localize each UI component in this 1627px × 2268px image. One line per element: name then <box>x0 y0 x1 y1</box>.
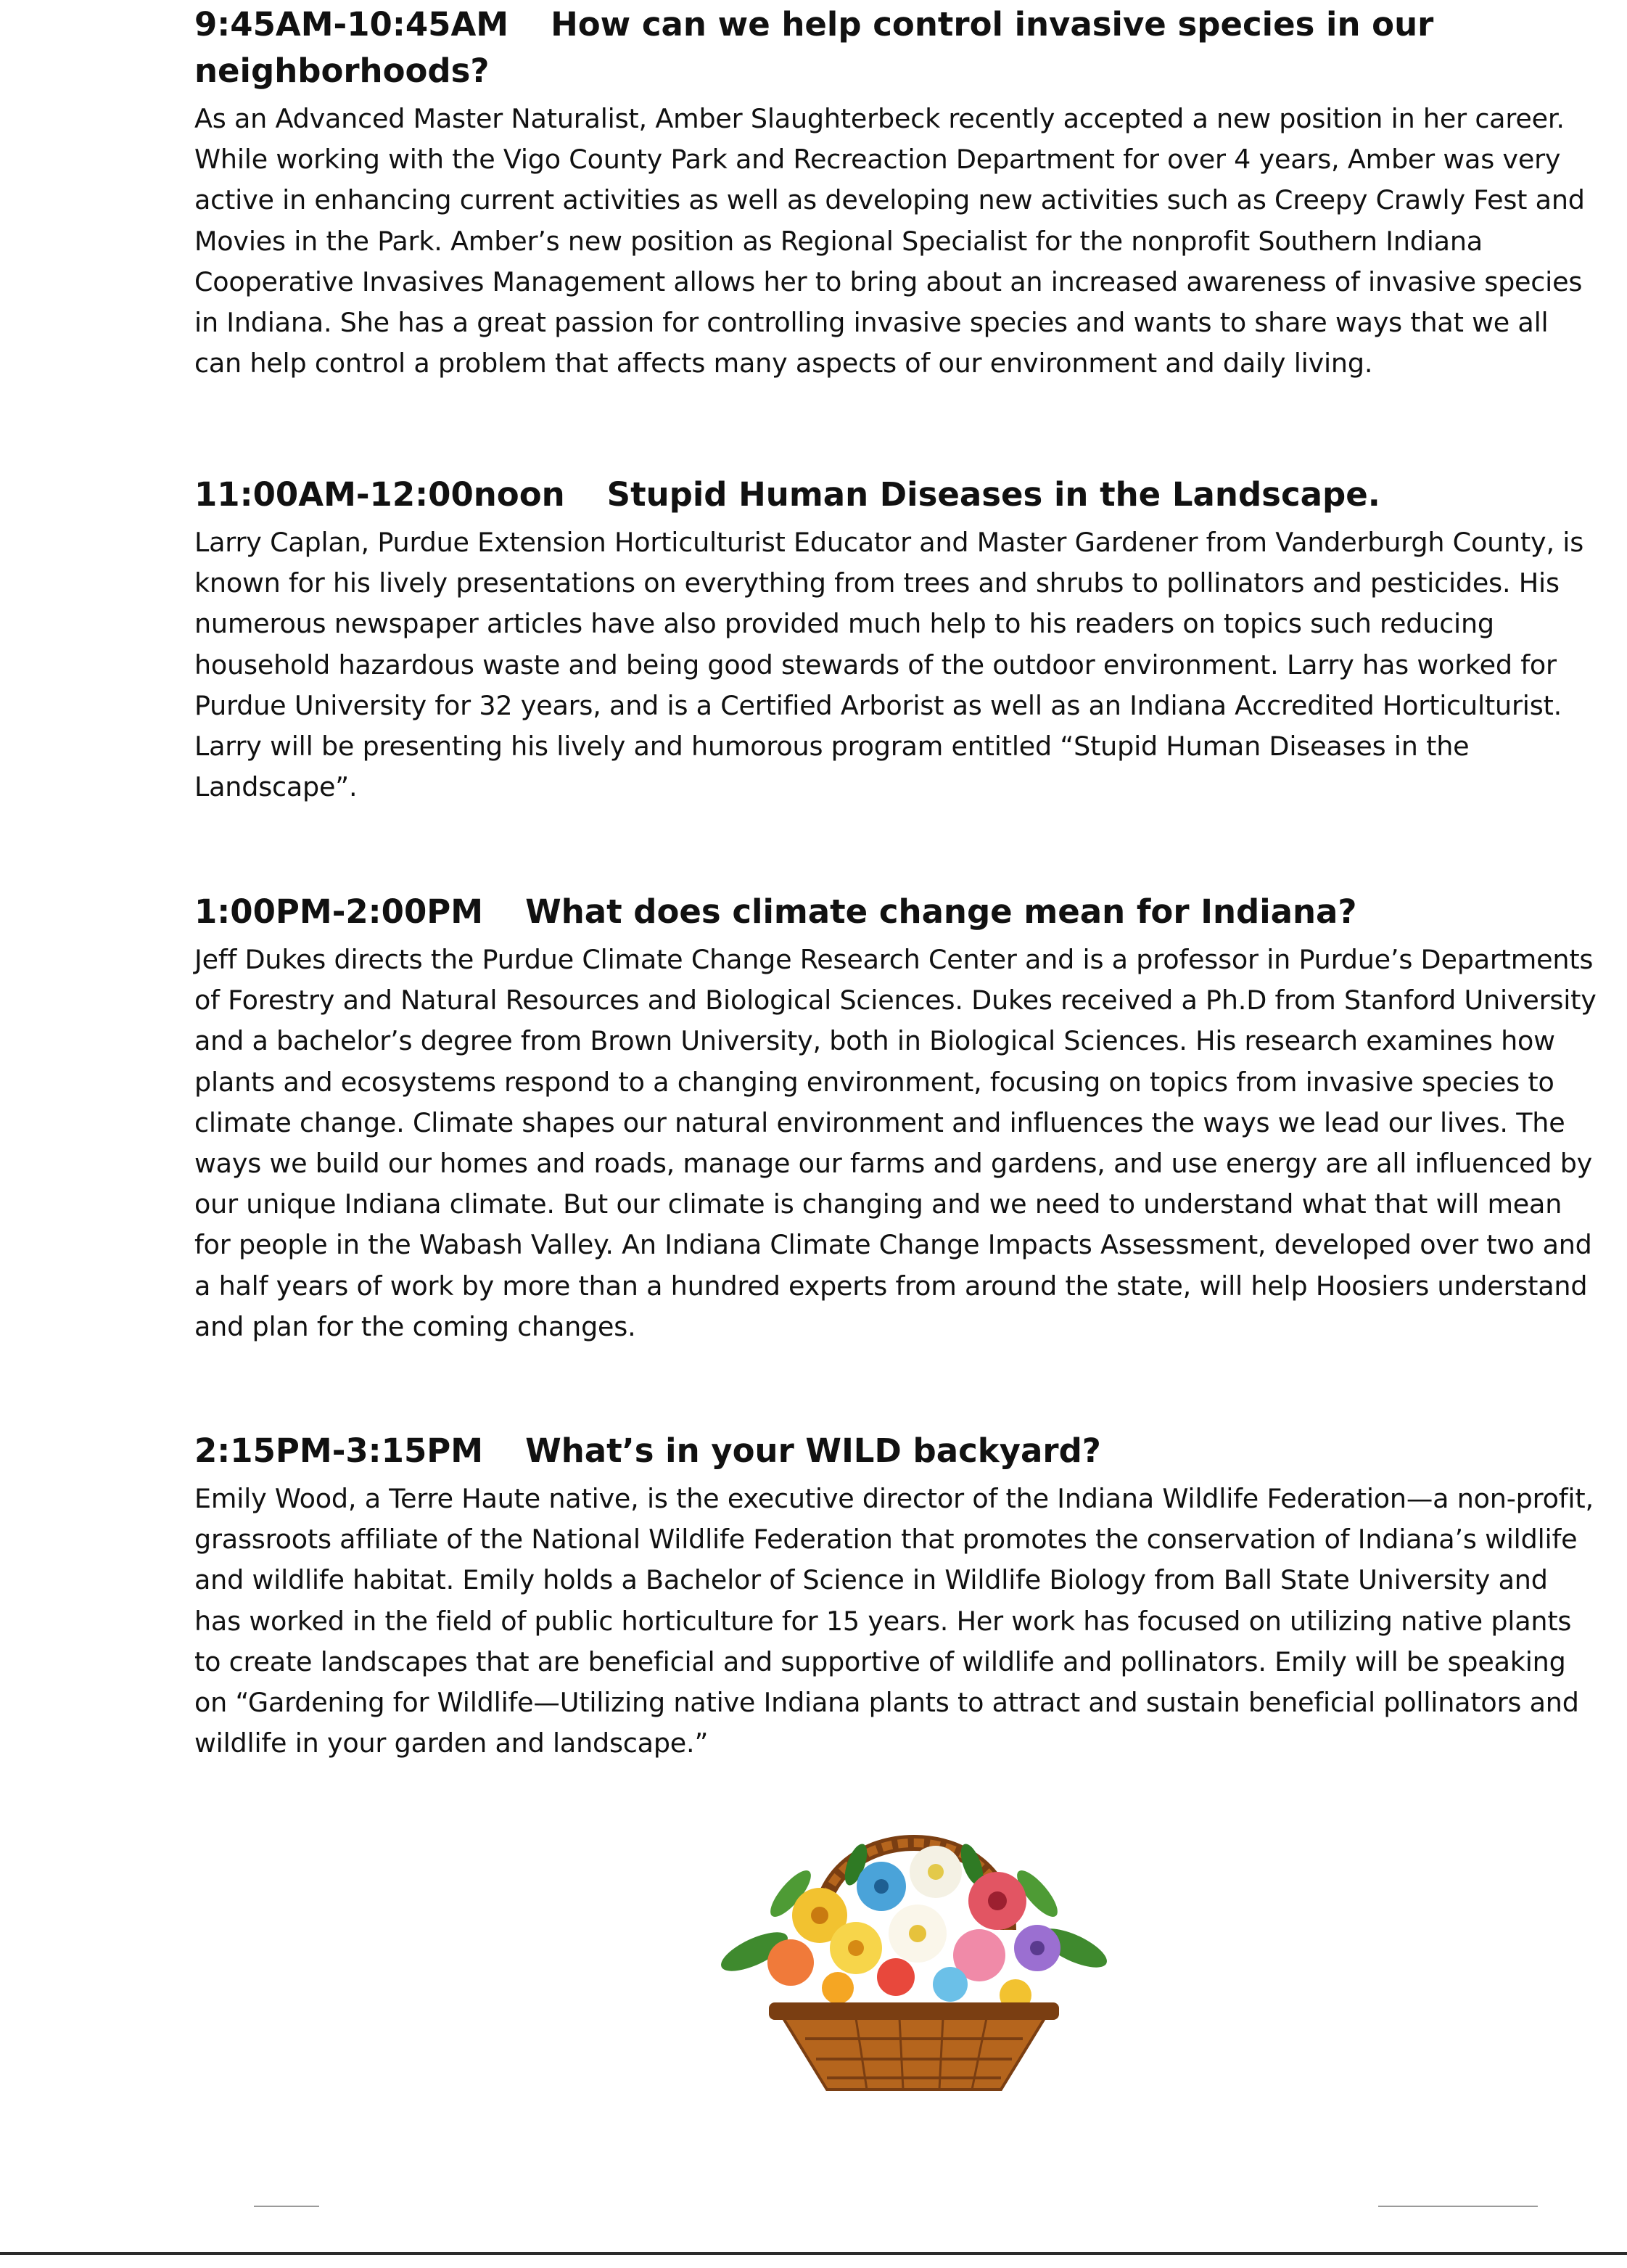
session-title: What does climate change mean for Indiana? <box>525 892 1357 931</box>
scan-speck <box>254 2206 319 2207</box>
session-invasive-species <box>194 1 1602 384</box>
scan-speck <box>1378 2206 1538 2207</box>
session-heading <box>194 889 1602 935</box>
session-time: 9:45AM-10:45AM <box>194 5 509 44</box>
scan-edge-line <box>0 2252 1627 2255</box>
session-title: What’s in your WILD backyard? <box>525 1431 1101 1470</box>
session-climate-change <box>194 889 1602 1347</box>
session-description: As an Advanced Master Naturalist, Amber Slaughterbeck recently accepted a new position in her career. While working with the Vigo County Park and Recreaction Department for over 4 years, Amber was very active in enhancing current activities as well as developing new activities such as Creepy Crawly Fest and Movies in the Park. Amber’s new position as Regional Specialist for the nonprofit Southern Indiana Cooperative Invasives Management allows her to bring about an increased awareness of invasive species in Indiana. She has a great passion for controlling invasive species and wants to share ways that we all can help control a problem that affects many aspects of our environment and daily living. <box>194 103 1585 379</box>
session-human-diseases <box>194 472 1602 808</box>
session-time: 1:00PM-2:00PM <box>194 892 484 931</box>
flower-basket-illustration <box>711 1785 1117 2097</box>
session-description: Larry Caplan, Purdue Extension Horticulturist Educator and Master Gardener from Vanderburgh County, is known for his lively presentations on everything from trees and shrubs to pollinators and pesticides. His numerous newspaper articles have also provided much help to his readers on topics such reducing household hazardous waste and being good stewards of the outdoor environment. Larry has worked for Purdue University for 32 years, and is a Certified Arborist as well as an Indiana Accredited Horticulturist. Larry will be presenting his lively and humorous program entitled “Stupid Human Diseases in the Landscape”. <box>194 527 1584 803</box>
session-heading <box>194 1428 1602 1474</box>
session-heading <box>194 472 1602 518</box>
session-description: Emily Wood, a Terre Haute native, is the executive director of the Indiana Wildlife Federation—a non-profit, grassroots affiliate of the National Wildlife Federation that promotes the conservation of Indiana’s wildlife and wildlife habitat. Emily holds a Bachelor of Science in Wildlife Biology from Ball State University and has worked in the field of public horticulture for 15 years. Her work has focused on utilizing native plants to create landscapes that are beneficial and supportive of wildlife and pollinators. Emily will be speaking on “Gardening for Wildlife—Utilizing native Indiana plants to attract and sustain beneficial pollinators and wildlife in your garden and landscape.” <box>194 1483 1594 1759</box>
session-title: Stupid Human Diseases in the Landscape. <box>606 475 1380 514</box>
session-heading <box>194 1 1602 94</box>
session-title: How can we help control invasive species in our neighborhoods? <box>194 5 1434 90</box>
session-wild-backyard <box>194 1428 1602 1764</box>
session-time: 2:15PM-3:15PM <box>194 1431 484 1470</box>
session-description: Jeff Dukes directs the Purdue Climate Change Research Center and is a professor in Purdue’s Departments of Forestry and Natural Resources and Biological Sciences. Dukes received a Ph.D from Stanford University and a bachelor’s degree from Brown University, both in Biological Sciences. His research examines how plants and ecosystems respond to a changing environment, focusing on topics from invasive species to climate change. Climate shapes our natural environment and influences the ways we lead our lives. The ways we build our homes and roads, manage our farms and gardens, and use energy are all influenced by our unique Indiana climate. But our climate is changing and we need to understand what that will mean for people in the Wabash Valley. An Indiana Climate Change Impacts Assessment, developed over two and a half years of work by more than a hundred experts from around the state, will help Hoosiers understand and plan for the coming changes. <box>194 944 1597 1342</box>
session-time: 11:00AM-12:00noon <box>194 475 565 514</box>
